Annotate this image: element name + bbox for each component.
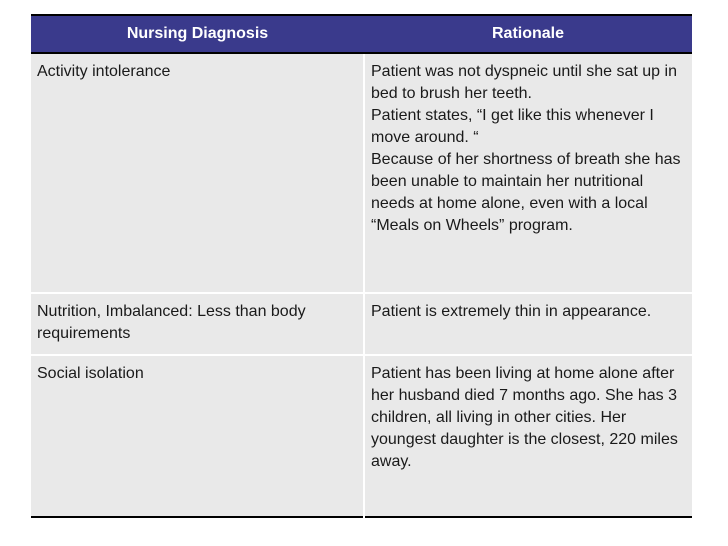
rationale-line: Patient has been living at home alone after her husband died 7 months ago. She has 3 children, all living in other cities. Her youngest daughter is the closest, 220 miles away. [371, 365, 678, 470]
rationale-cell [364, 293, 692, 355]
table-row [31, 293, 692, 355]
diagnosis-cell: Social isolation [31, 355, 364, 517]
rationale-line: Patient states, “I get like this whenever I move around. “ [371, 107, 654, 146]
rationale-cell [364, 53, 692, 293]
rationale-cell [364, 355, 692, 517]
table-row [31, 355, 692, 517]
table-header [31, 15, 692, 53]
rationale-line: Because of her shortness of breath she has been unable to maintain her nutritional needs at home alone, even with a local “Meals on Wheels” program. [371, 151, 681, 234]
table-row [31, 53, 692, 293]
table-body [31, 53, 692, 517]
rationale-line: Patient is extremely thin in appearance. [371, 303, 652, 320]
header-nursing-diagnosis: Nursing Diagnosis [31, 15, 364, 53]
header-rationale: Rationale [364, 15, 692, 53]
rationale-line: Patient was not dyspneic until she sat up in bed to brush her teeth. [371, 63, 677, 102]
nursing-diagnosis-table [31, 14, 692, 518]
diagnosis-cell: Nutrition, Imbalanced: Less than body requirements [31, 293, 364, 355]
diagnosis-cell: Activity intolerance [31, 53, 364, 293]
header-row [31, 15, 692, 53]
